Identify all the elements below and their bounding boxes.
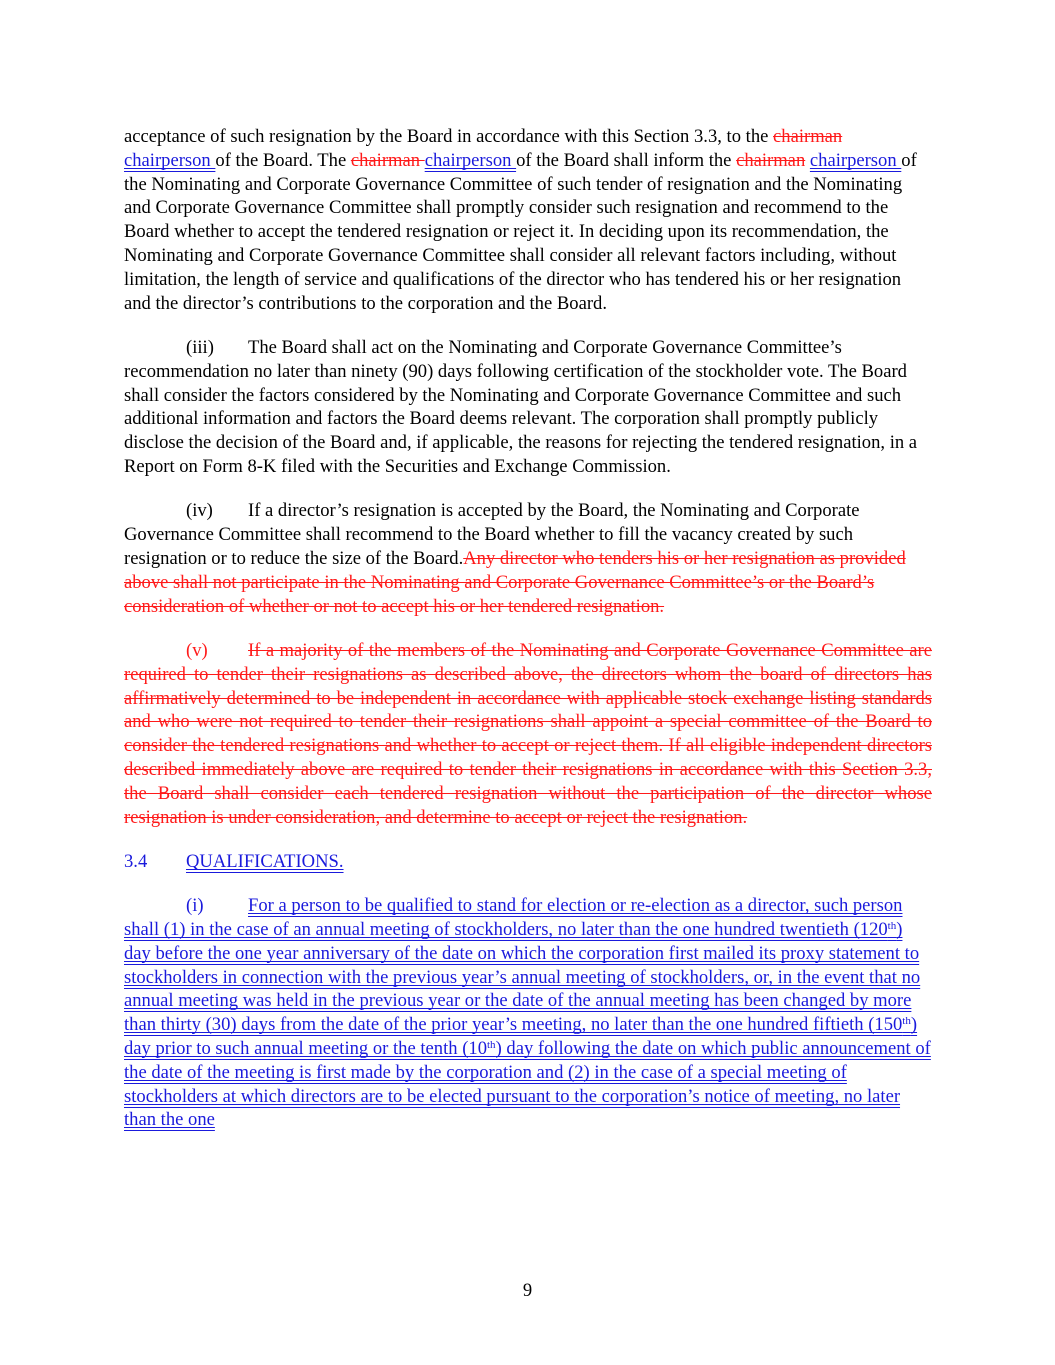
section-number: 3.4 — [124, 850, 148, 872]
superscript: th — [902, 1015, 911, 1028]
paragraph-continuation — [124, 125, 932, 315]
inserted-text: ) day before the one year anniversary of the date on which the corporation first mailed its proxy statement to stockholders in connection with the previous year’s annual meeting of stockholders, or, in the event that no annual meeting was held in the previous year or the date of the annual meeting has been changed by more than thirty (30) days from the date of the prior year’s meeting, no later than the one hundred fiftieth (150 — [124, 919, 921, 1036]
text-run: of the Board. The — [215, 149, 351, 171]
superscript: th — [887, 920, 897, 933]
deleted-text: chairman — [736, 149, 806, 171]
inserted-text: chairperson — [809, 149, 902, 171]
section-title: QUALIFICATIONS. — [186, 850, 344, 872]
page-number: 9 — [522, 1280, 533, 1301]
paragraph-number: (i) — [186, 895, 204, 917]
inserted-text: chairperson — [424, 149, 517, 171]
paragraph-iii — [124, 336, 932, 479]
paragraph-v-deleted — [124, 639, 932, 829]
text-run: acceptance of such resignation by the Board in accordance with this Section 3.3, to the — [124, 126, 774, 147]
document-page — [124, 125, 932, 1153]
section-heading — [124, 850, 932, 874]
paragraph-number: (iv) — [186, 500, 213, 522]
inserted-text: For a person to be qualified to stand for election or re-election as a director, such person shall (1) in the case of an annual meeting of stockholders, no later than the one hundred twentieth (120 — [124, 895, 903, 941]
inserted-text: ) day following the date on which public announcement of the date of the meeting is first made by the corporation and (2) in the case of a special meeting of stockholders at which directors are to be elected pursuant to the corporation’s notice of meeting, no later than the one — [124, 1038, 931, 1131]
deleted-text: Any director who tenders his or her resignation as provided above shall not participate in the Nominating and Corporate Governance Committee’s or the Board’s consideration of whether or not to accept his or her tendered resignation. — [124, 547, 906, 617]
paragraph-i-inserted — [124, 894, 932, 1132]
inserted-text: ) day prior to such annual meeting or the tenth (10 — [124, 1014, 918, 1060]
paragraph-text: The Board shall act on the Nominating and Corporate Governance Committee’s recommendation no later than ninety (90) days following certification of the stockholder vote. The Board shall consider the factors considered by the Nominating and Corporate Governance Committee and such additional information and factors the Board deems relevant. The corporation shall promptly publicly disclose the decision of the Board and, if applicable, the reasons for rejecting the tendered resignation, in a Report on Form 8-K filed with the Securities and Exchange Commission. — [124, 336, 918, 477]
deleted-text: If a majority of the members of the Nominating and Corporate Governance Committee are required to tender their resignations as described above, the directors whom the board of directors has affirmatively determined to be independent in accordance with applicable stock exchange listing standards and who were not required to tender their resignations shall appoint a special committee of the Board to consider the tendered resignations and whether to accept or reject them. If all eligible independent directors described immediately above are required to tender their resignations in accordance with this Section 3.3, the Board shall consider each tendered resignation without the participation of the director whose resignation is under consideration, and determine to accept or reject the resignation. — [124, 639, 932, 828]
paragraph-number: (iii) — [186, 336, 214, 358]
inserted-text: chairperson — [124, 149, 216, 171]
superscript: th — [487, 1039, 496, 1052]
text-run: of the Board shall inform the — [516, 149, 737, 171]
paragraph-iv — [124, 499, 932, 618]
deleted-text: chairman — [350, 149, 425, 171]
deleted-text: chairman — [773, 126, 843, 147]
text-run: of the Nominating and Corporate Governance Committee of such tender of resignation and the Nominating and Corporate Governance Committee shall promptly consider such resignation and recommend to the Board whether to accept the tendered resignation or reject it. In deciding upon its recommendation, the Nominating and Corporate Governance Committee shall consider all relevant factors including, without limitation, the length of service and qualifications of the director who has tendered his or her resignation and the director’s contributions to the corporation and the Board. — [124, 149, 917, 314]
paragraph-number: (v) — [186, 639, 208, 661]
paragraph-text: If a director’s resignation is accepted by the Board, the Nominating and Corporate Governance Committee shall recommend to the Board whether to fill the vacancy created by such resignation or to reduce the size of the Board. — [124, 500, 860, 569]
